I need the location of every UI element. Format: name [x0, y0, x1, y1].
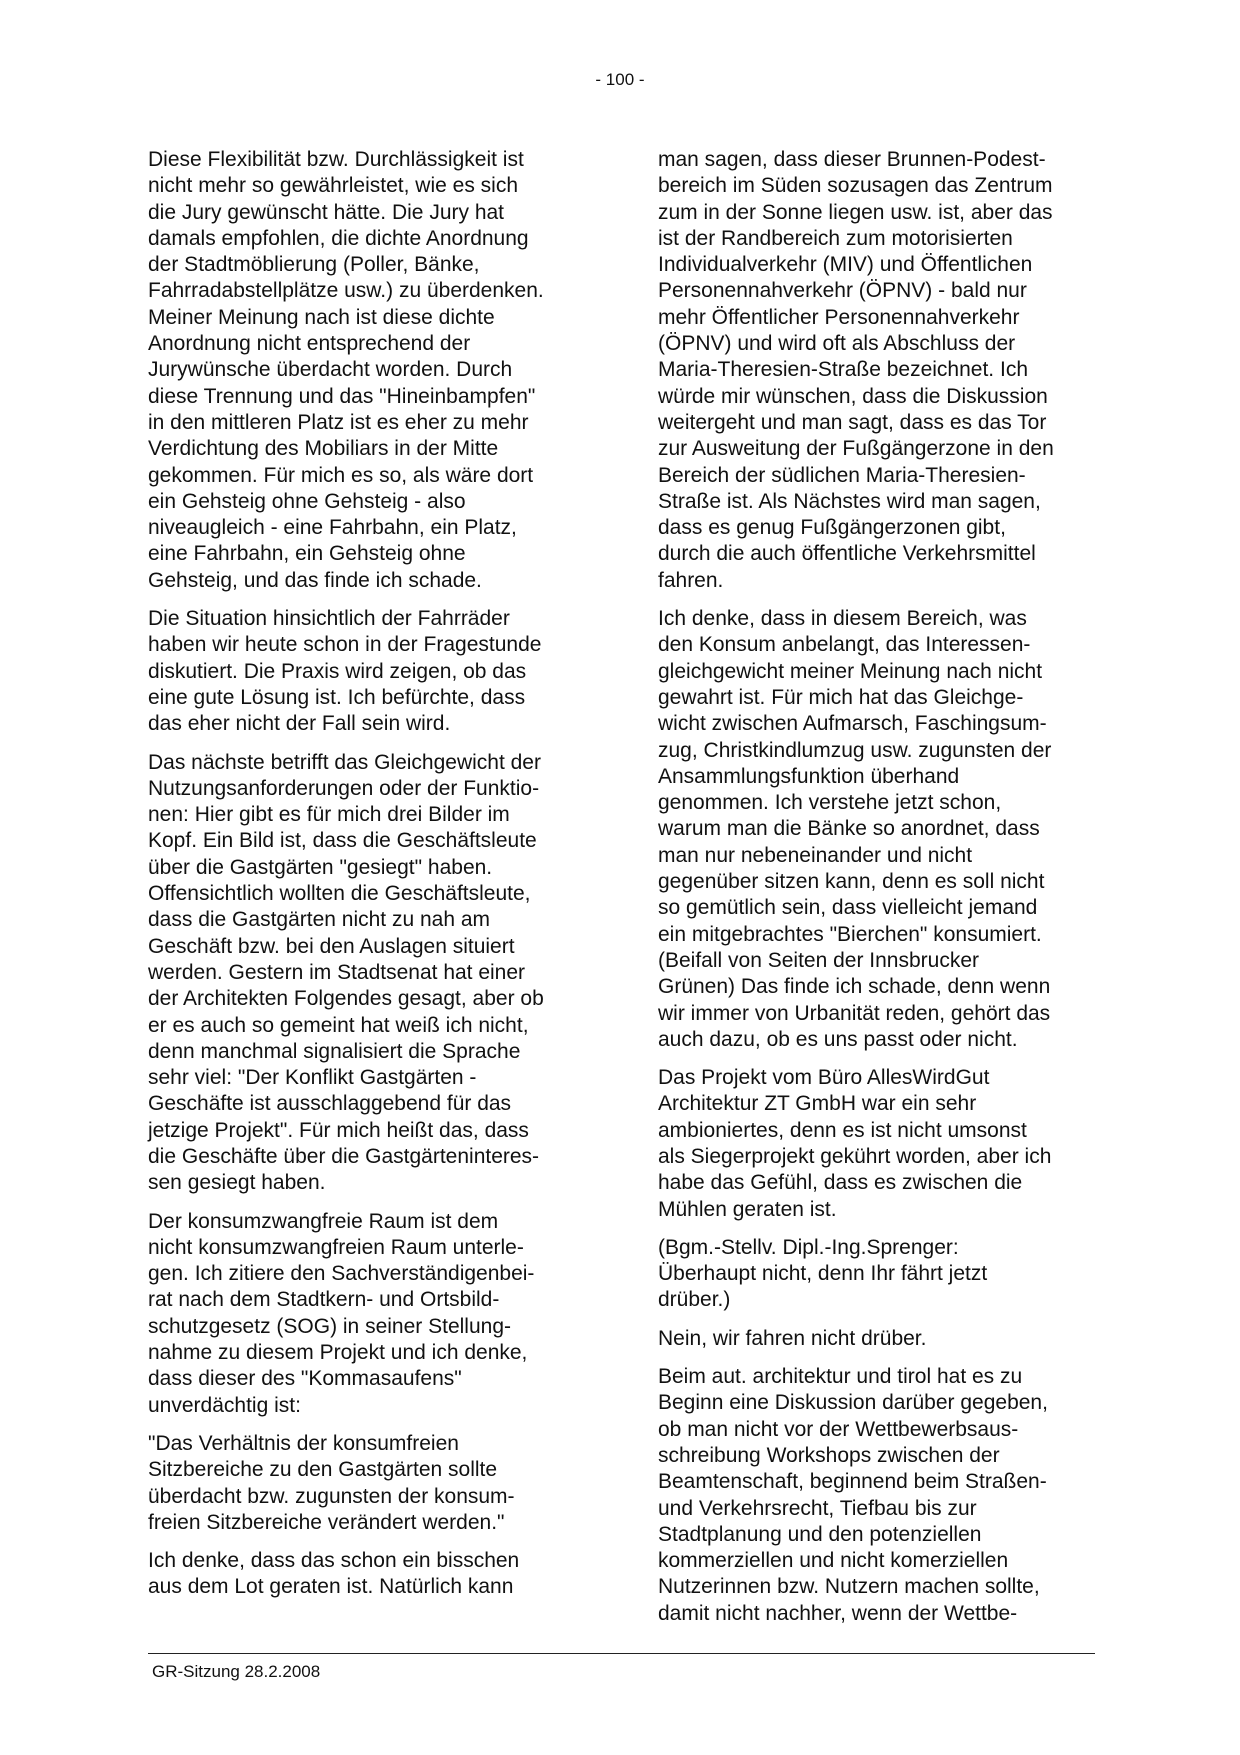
- footer-divider: [148, 1653, 1095, 1654]
- paragraph: man sagen, dass dieser Brunnen-Podest- bereich im Süden sozusagen das Zentrum zum in der Sonne liegen usw. ist, aber das ist der Randbereich zum motorisierten Individualverkehr (MIV) und Öffentlichen Personennahverkehr (ÖPNV) - bald nur mehr Öffentlicher Personennahverkehr (ÖPNV) und wird oft als Abschluss der Maria-Theresien-Straße bezeichnet. Ich würde mir wünschen, dass die Diskussion weitergeht und man sagt, dass es das Tor zur Ausweitung der Fußgängerzone in den Bereich der südlichen Maria-Theresien- Straße ist. Als Nächstes wird man sagen, dass es genug Fußgängerzonen gibt, durch die auch öffentliche Verkehrsmittel fahren.: [658, 148, 1054, 592]
- footer-label: GR-Sitzung 28.2.2008: [152, 1662, 321, 1681]
- paragraph: Das nächste betrifft das Gleichgewicht der Nutzungsanforderungen oder der Funktio- nen: Hier gibt es für mich drei Bilder im Kopf. Ein Bild ist, dass die Geschäftsleute über die Gastgärten "gesiegt" haben. Offensichtlich wollten die Geschäftsleute, dass die Gastgärten nicht zu nah am Geschäft bzw. bei den Auslagen situiert werden. Gestern im Stadtsenat hat einer der Architekten Folgendes gesagt, aber ob er es auch so gemeint hat weiß ich nicht, denn manchmal signalisiert die Sprache sehr viel: "Der Konflikt Gastgärten - Geschäfte ist ausschlaggebend für das jetzige Projekt". Für mich heißt das, dass die Geschäfte über die Gastgärteninteres- sen gesiegt haben.: [148, 750, 544, 1195]
- right-column: [658, 147, 1093, 1639]
- interjection-paragraph: (Bgm.-Stellv. Dipl.-Ing.Sprenger: Überhaupt nicht, denn Ihr fährt jetzt drüber.): [658, 1235, 988, 1312]
- paragraph: Der konsumzwangfreie Raum ist dem nicht konsumzwangfreien Raum unterle- gen. Ich zitiere den Sachverständigenbei- rat nach dem Stadtkern- und Ortsbild- schutzgesetz (SOG) in seiner Stellung- nahme zu diesem Projekt und ich denke, dass dieser des "Kommasaufens" unverdächtig ist:: [148, 1209, 535, 1417]
- left-column: [148, 147, 583, 1613]
- page-number: - 100 -: [595, 70, 645, 89]
- paragraph: Diese Flexibilität bzw. Durchlässigkeit ist nicht mehr so gewährleistet, wie es sich die Jury gewünscht hätte. Die Jury hat damals empfohlen, die dichte Anordnung der Stadtmöblierung (Poller, Bänke, Fahrradabstellplätze usw.) zu überdenken. Meiner Meinung nach ist diese dichte Anordnung nicht entsprechend der Jurywünsche überdacht worden. Durch diese Trennung und das "Hineinbampfen" in den mittleren Platz ist es eher zu mehr Verdichtung des Mobiliars in der Mitte gekommen. Für mich es so, als wäre dort ein Gehsteig ohne Gehsteig - also niveaugleich - eine Fahrbahn, ein Platz, eine Fahrbahn, ein Gehsteig ohne Gehsteig, und das finde ich schade.: [148, 148, 544, 592]
- paragraph: Das Projekt vom Büro AllesWirdGut Architektur ZT GmbH war ein sehr ambioniertes, denn es ist nicht umsonst als Siegerprojekt gekührt worden, aber ich habe das Gefühl, dass es zwischen die Mühlen geraten ist.: [658, 1066, 1052, 1221]
- paragraph: Beim aut. architektur und tirol hat es zu Beginn eine Diskussion darüber gegeben, ob man nicht vor der Wettbewerbsaus- schreibung Workshops zwischen der Beamtenschaft, beginnend beim Straßen- und Verkehrsrecht, Tiefbau bis zur Stadtplanung und den potenziellen kommerziellen und nicht komerziellen Nutzerinnen bzw. Nutzern machen sollte, damit nicht nachher, wenn der Wettbe-: [658, 1365, 1048, 1625]
- block-quote: "Das Verhältnis der konsumfreien Sitzbereiche zu den Gastgärten sollte überdacht bzw. zugunsten der konsum- freien Sitzbereiche verändert werden.": [148, 1431, 515, 1534]
- paragraph: Nein, wir fahren nicht drüber.: [658, 1326, 927, 1350]
- paragraph: Ich denke, dass das schon ein bisschen aus dem Lot geraten ist. Natürlich kann: [148, 1549, 520, 1599]
- paragraph: Ich denke, dass in diesem Bereich, was den Konsum anbelangt, das Interessen- gleichgewicht meiner Meinung nach nicht gewahrt ist. Für mich hat das Gleichge- wicht zwischen Aufmarsch, Faschingsum- zug, Christkindlumzug usw. zugunsten der Ansammlungsfunktion überhand genommen. Ich verstehe jetzt schon, warum man die Bänke so anordnet, dass man nur nebeneinander und nicht gegenüber sitzen kann, denn es soll nicht so gemütlich sein, dass vielleicht jemand ein mitgebrachtes "Bierchen" konsumiert. (Beifall von Seiten der Innsbrucker Grünen) Das finde ich schade, denn wenn wir immer von Urbanität reden, gehört das auch dazu, ob es uns passt oder nicht.: [658, 607, 1052, 1051]
- paragraph: Die Situation hinsichtlich der Fahrräder haben wir heute schon in der Fragestunde diskutiert. Die Praxis wird zeigen, ob das eine gute Lösung ist. Ich befürchte, dass das eher nicht der Fall sein wird.: [148, 607, 542, 736]
